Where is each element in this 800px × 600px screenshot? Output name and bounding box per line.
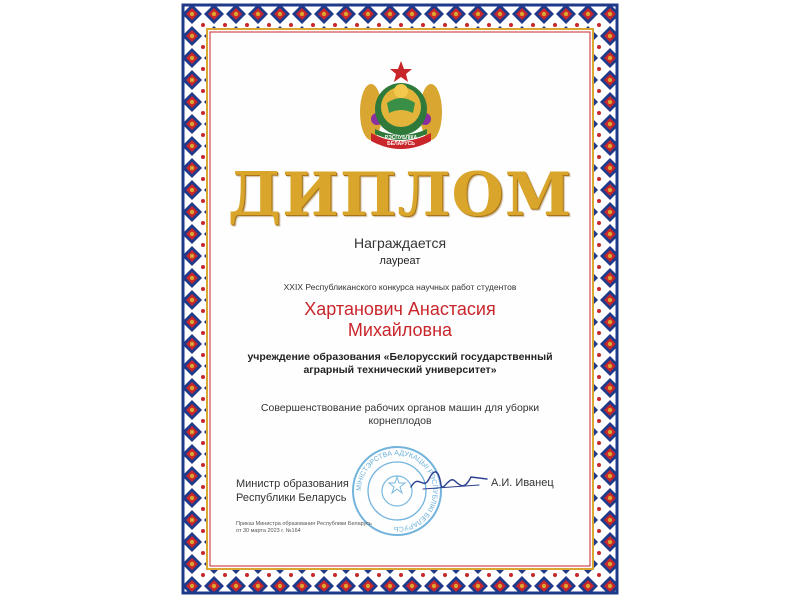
institution-name: [231, 351, 569, 377]
laureate-label: лауреат: [379, 255, 421, 267]
institution-line2: аграрный технический университет»: [303, 364, 497, 376]
svg-text:БЕЛАРУСЬ: БЕЛАРУСЬ: [387, 141, 415, 147]
minister-line2: Республики Беларусь: [236, 492, 347, 504]
recipient-name: [221, 299, 579, 341]
minister-line1: Министр образования: [236, 478, 349, 490]
signatory-name: А.И. Иванец: [491, 477, 554, 489]
work-topic: [231, 402, 569, 428]
contest-name: XXIX Республиканского конкурса научных работ студентов: [283, 282, 517, 292]
topic-line2: корнеплодов: [368, 415, 432, 427]
svg-text:МІНІСТЭРСТВА АДУКАЦЫІ РЭСПУБЛІ: МІНІСТЭРСТВА АДУКАЦЫІ РЭСПУБЛІКІ БЕЛАРУСЬ: [355, 449, 439, 533]
belarus-coat-of-arms-icon: [357, 57, 445, 157]
diploma-sheet: [181, 3, 619, 595]
awarded-label: Награждается: [353, 235, 447, 251]
minister-title: [236, 477, 396, 505]
diploma-title: ДИПЛОМ: [227, 160, 573, 230]
svg-text:РЭСПУБЛІКА: РЭСПУБЛІКА: [384, 135, 418, 141]
order-line1: Приказ Министра образования Республики Беларусь: [236, 521, 372, 527]
order-reference: [236, 521, 416, 535]
handwritten-signature-icon: [409, 469, 489, 495]
topic-line1: Совершенствование рабочих органов машин для уборки: [260, 402, 540, 414]
recipient-name-line2: Михайловна: [347, 320, 453, 340]
institution-line1: учреждение образования «Белорусский государственный: [247, 351, 553, 363]
recipient-name-line1: Хартанович Анастасия: [304, 299, 496, 319]
order-line2: от 30 марта 2023 г. №164: [236, 528, 301, 534]
